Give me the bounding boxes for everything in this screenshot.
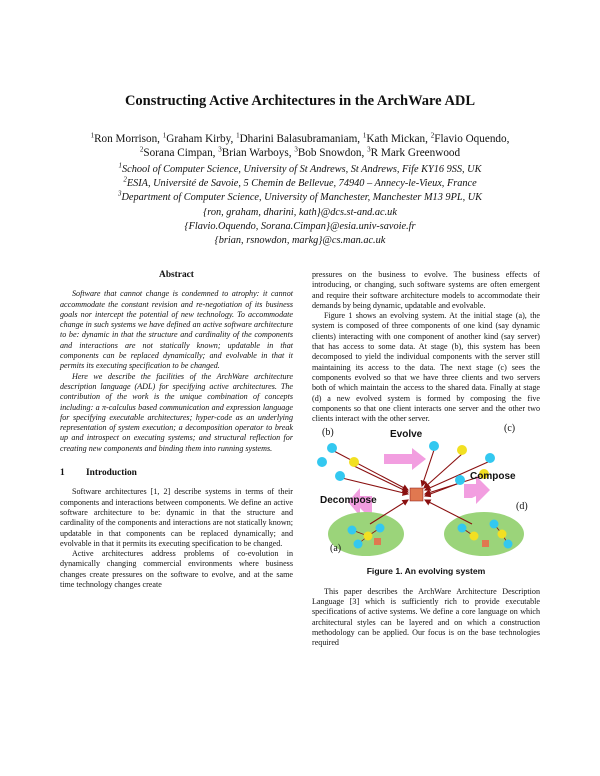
intro-paragraph-1: Software architectures [1, 2] describe systems in terms of their components and interactions between components. We define an active software architecture to be: dynamic in that the structure and cardinality of the components and interactions are not statically known; updatable in that components can be replaced dynamically; and evolvable in that it permits its executing specification to be changed. bbox=[60, 487, 293, 548]
abstract-heading: Abstract bbox=[159, 270, 194, 280]
stage-d-label: (d) bbox=[516, 501, 528, 513]
author-name: Graham Kirby, bbox=[166, 133, 237, 145]
figure-evolving-system bbox=[312, 423, 540, 562]
stage-b-label: (b) bbox=[322, 427, 334, 439]
author-affil-marker: 2 bbox=[430, 131, 435, 140]
author-affil-marker: 1 bbox=[236, 131, 240, 140]
stage-b-components bbox=[317, 443, 359, 481]
right-paragraph-1: pressures on the business to evolve. The business effects of introducing, or changing, such software systems are often emergent and require their software architecture models to accommodate their demands by being dynamic, updatable and evolvable. bbox=[312, 270, 540, 310]
author-name: R Mark Greenwood bbox=[370, 146, 461, 159]
affiliations bbox=[40, 163, 560, 248]
stage-d-ellipse bbox=[444, 512, 524, 556]
email-1: {ron, graham, dharini, kath}@dcs.st-and.ac.uk bbox=[203, 206, 397, 218]
right-paragraph-2: Figure 1 shows an evolving system. At the initial stage (a), the system is composed of three components of one kind (say dynamic clients) interacting with one component of another kind (say server) that has access to some data. At stage (b), this system has been decomposed to yield the individual components with the server still maintaining its access to the data. The next stage (c) sees the components evolved so that we have three clients and two servers both of which maintain the access to the shared data. Finally at stage (d) a new evolved system is formed by composing the five components so that one client interacts one server and the other two clients interact with the other server. bbox=[312, 311, 540, 424]
abstract-paragraph-1: Software that cannot change is condemned to atrophy: it cannot accommodate the constant revision and re-negotiation of its business goals nor intercept the potential of new technology. To accommodate change in such systems we have defined an active software architecture to be: dynamic in that the structure and cardinality of the components and interactions are not statically known; updatable in that components can be replaced dynamically; and evolvable in that it permits its executing specification to be changed. bbox=[60, 289, 293, 371]
right-column bbox=[312, 270, 540, 649]
author-line-1 bbox=[40, 133, 560, 147]
author-affil-marker: 3 bbox=[367, 144, 371, 153]
author-affil-marker: 3 bbox=[294, 144, 298, 153]
author-name: Brian Warboys, bbox=[221, 146, 295, 159]
author-name: Dharini Balasubramaniam, bbox=[239, 133, 363, 145]
evolve-label: Evolve bbox=[390, 429, 423, 441]
stage-c-label: (c) bbox=[504, 423, 516, 435]
author-name: Sorana Cimpan, bbox=[143, 146, 219, 159]
affiliation-1: $^1$School of Computer Science, University of St Andrews, St Andrews, Fife KY16 9SS, UK bbox=[118, 161, 482, 175]
section-heading-introduction: 1 Introduction bbox=[60, 468, 137, 479]
stage-a-label: (a) bbox=[330, 543, 342, 555]
author-affil-marker: 2 bbox=[139, 144, 144, 153]
abstract-paragraph-2: Here we describe the facilities of the ArchWare architecture description language (ADL) for specifying active architectures. The contribution of the work is the unique combination of concepts including: a π-calculus based communication and expression language for specifying executable architectures; hyper-code as an underlying representation of system execution; a decomposition operator to break up and introspect on executing systems; and structural reflection for creating new components and binding them into running systems. bbox=[60, 371, 293, 453]
author-line-2 bbox=[40, 144, 560, 161]
affiliation-2: $^2$ESIA, Université de Savoie, 5 Chemin de Bellevue, 74940 – Annecy-le-Vieux, France bbox=[123, 175, 477, 190]
right-paragraph-3: This paper describes the ArchWare Architecture Description Language [3] which is sufficiently rich to provide executable specifications of active systems. We define a core language on which architectural styles can be layered and on which a construction methodology can be applied. Our focus is on the base technologies required bbox=[312, 586, 540, 648]
author-affil-marker: 1 bbox=[362, 131, 367, 140]
email-2: {Flavio.Oquendo, Sorana.Cimpan}@esia.univ-savoie.fr bbox=[184, 220, 416, 232]
author-name: Ron Morrison, bbox=[94, 133, 163, 145]
author-affil-marker: 1 bbox=[162, 131, 167, 140]
author-list bbox=[40, 133, 560, 160]
central-data-square bbox=[410, 488, 423, 501]
evolve-arrow bbox=[384, 448, 426, 470]
affiliation-3: $^3$Department of Computer Science, University of Manchester, Manchester M13 9PL, UK bbox=[117, 189, 483, 204]
author-name: Kath Mickan, bbox=[366, 133, 431, 145]
paper-title: Constructing Active Architectures in the ArchWare ADL bbox=[124, 93, 476, 109]
author-affil-marker: 3 bbox=[218, 144, 222, 153]
author-affil-marker: 1 bbox=[90, 131, 95, 140]
author-name: Flavio Oquendo, bbox=[434, 133, 510, 145]
decompose-label: Decompose bbox=[320, 495, 377, 507]
left-column bbox=[60, 270, 293, 590]
figure-caption: Figure 1. An evolving system bbox=[366, 566, 486, 577]
intro-paragraph-2: Active architectures address problems of co-evolution in dynamically changing commercial environments where business changes create pressures on the software to evolve, and at the same time technology changes create bbox=[60, 549, 293, 590]
compose-label: Compose bbox=[470, 471, 516, 483]
author-name: Bob Snowdon, bbox=[297, 146, 368, 159]
email-3: {brian, rsnowdon, markg}@cs.man.ac.uk bbox=[214, 235, 386, 247]
